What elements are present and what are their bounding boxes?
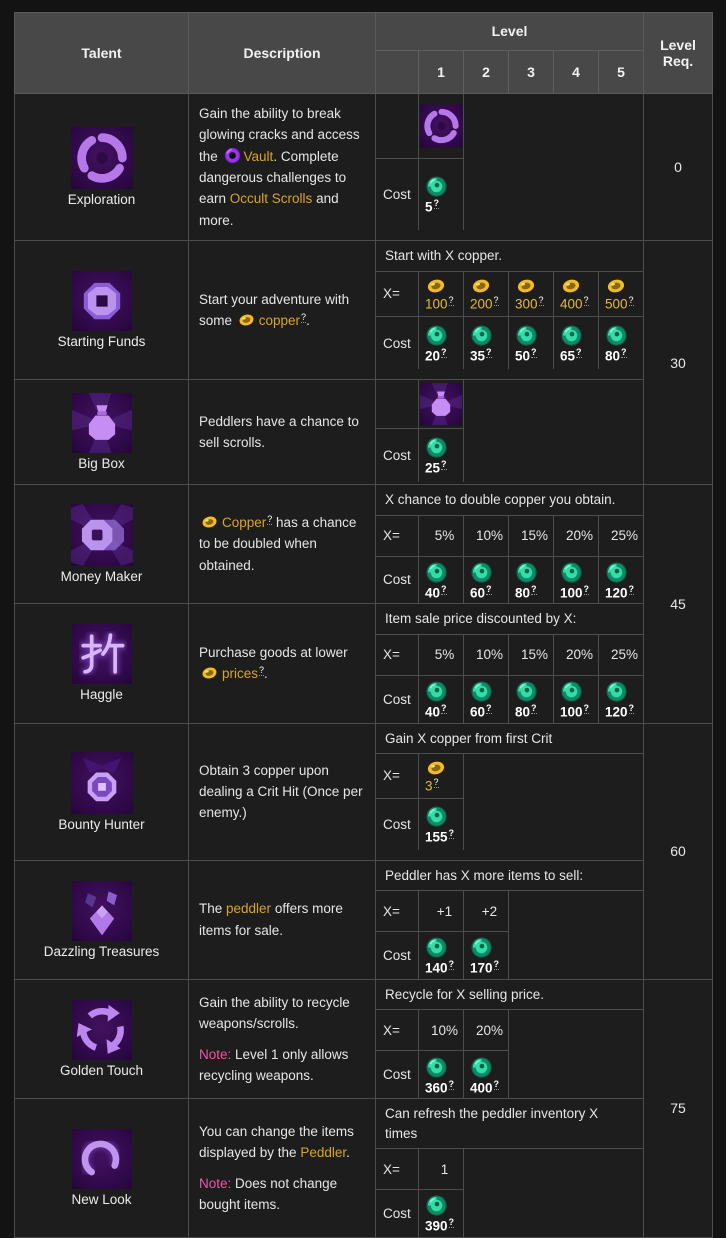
description-text: Peddlers have a chance to sell scrolls. [199,413,359,450]
occult-scroll-icon [605,324,628,347]
occult-scroll-icon [425,561,448,584]
x-value-cell: 1 [419,1149,464,1190]
description-text: Start your adventure with some copper?. [199,291,350,328]
note-label: Note: [199,1046,232,1062]
talent-description [189,723,376,860]
bounty-hunter-icon [71,752,133,814]
level-grid-cell [376,860,644,979]
cost-label: Cost [376,1051,419,1098]
x-label: X= [376,1010,419,1051]
talent-name: Bounty Hunter [58,816,145,832]
description-text: Gain the ability to break glowing cracks and access the Vault. Complete dangerous challenges to earn Occult Scrolls and more. [199,106,360,228]
talent-table [14,12,713,1238]
copper-coin-icon [560,277,582,295]
description-column-header: Description [189,13,376,94]
cost-cell: 80? [509,557,554,604]
blank-label-cell [376,94,419,159]
tooltip-marker[interactable]: ? [486,583,492,594]
copper-coin-icon [515,277,537,295]
copper-coin-icon [425,277,447,295]
level-req-column-header: Level Req. [644,13,713,94]
cost-cell: 400? [464,1051,509,1098]
occult-scroll-icon [515,324,538,347]
cost-cell: 80? [599,317,643,369]
table-row [15,1099,713,1238]
sub-header: Gain X copper from first Crit [376,724,643,755]
occult-scroll-icon [425,936,448,959]
talent-cell [15,604,189,723]
copper-coin-icon [425,759,447,777]
level-grid-cell [376,485,644,604]
tooltip-marker[interactable]: ? [493,1078,500,1089]
x-value-cell: 300? [509,272,554,318]
talent-name: Starting Funds [57,334,146,349]
table-row [15,94,713,241]
cost-cell: 50? [509,317,554,369]
occult-scroll-icon [470,680,493,703]
tooltip-marker[interactable]: ? [448,1078,455,1089]
talent-cell [15,723,189,860]
table-row [15,860,713,979]
table-row [15,723,713,860]
sub-header: X chance to double copper you obtain. [376,485,643,516]
empty-levels-area [509,891,643,979]
talent-cell [15,380,189,485]
description-text: Copper? has a chance to be doubled when obtained. [199,513,357,573]
cost-cell: 80? [509,676,554,723]
x-value-cell: 500? [599,272,643,318]
talent-column-header: Talent [15,13,189,94]
level-subheader-1: 1 [419,51,464,93]
occult-scroll-icon [425,324,448,347]
level-grid-cell [376,94,644,241]
copper-link[interactable]: Copper [222,515,267,531]
table-row [15,380,713,485]
exploration-icon [71,127,133,189]
tooltip-marker[interactable]: ? [531,346,537,357]
cost-cell: 140? [419,932,464,979]
level-header-label: Level [376,13,643,51]
occult-scroll-icon [560,324,583,347]
cost-cell: 35? [464,317,509,369]
cost-label: Cost [376,429,419,482]
level-req-value: 60 [644,723,713,979]
talent-name: Dazzling Treasures [43,943,160,959]
description-text: Gain the ability to recycle weapons/scrolls. [199,994,350,1032]
level-column-header [376,13,644,94]
cost-cell: 100? [554,676,599,723]
cost-cell: 40? [419,557,464,604]
talent-description [189,241,376,380]
cost-cell: 360? [419,1051,464,1098]
occult-scroll-icon [425,1056,448,1079]
cost-label: Cost [376,676,419,723]
talent-name: Haggle [80,687,123,703]
tooltip-marker[interactable]: ? [441,459,447,470]
tooltip-marker[interactable]: ? [259,664,265,675]
prices-link[interactable]: prices [222,666,259,682]
x-value-cell: +1 [419,891,464,932]
vault-icon [224,147,241,164]
occult-scroll-icon [560,680,583,703]
cost-cell: 120? [599,557,643,604]
empty-levels-area [464,1149,643,1237]
x-value-cell: 5% [419,635,464,676]
cost-label: Cost [376,159,419,230]
talent-description [189,1099,376,1238]
cost-cell: 100? [554,557,599,604]
level-subheader-3: 3 [509,51,554,93]
tooltip-marker[interactable]: ? [301,311,307,322]
talent-name: New Look [71,1192,132,1208]
level-grid-cell [376,604,644,723]
empty-levels-area [464,380,643,482]
tooltip-marker[interactable]: ? [583,295,589,306]
talent-cell [15,1099,189,1238]
level-1-icon-cell [419,94,464,159]
occult-scroll-icon [470,936,493,959]
cost-cell: 25? [419,429,464,482]
tooltip-marker[interactable]: ? [441,702,447,713]
blank-label-cell [376,380,419,429]
cost-label: Cost [376,799,419,850]
cost-label: Cost [376,1190,419,1237]
tooltip-marker[interactable]: ? [531,583,537,594]
description-text: You can change the items displayed by the Peddler. [199,1123,354,1161]
table-row [15,241,713,380]
talent-description [189,604,376,723]
copper-coin-icon [200,665,219,681]
cost-cell: 60? [464,676,509,723]
table-header-row [15,13,713,94]
x-value-cell: 20% [554,516,599,557]
cost-label: Cost [376,317,419,369]
level-req-value: 0 [644,94,713,241]
description-note: Note: Does not change bought items. [199,1175,338,1212]
note-label: Note: [199,1175,232,1191]
level-subheader-blank [376,51,419,93]
talent-cell [15,979,189,1098]
occult-scrolls-link[interactable]: Occult Scrolls [229,191,313,207]
x-value-cell: 20% [554,635,599,676]
talent-name: Big Box [78,456,125,471]
tooltip-marker[interactable]: ? [493,959,500,970]
occult-scroll-icon [425,805,448,828]
x-label: X= [376,1149,419,1190]
tooltip-marker[interactable]: ? [486,346,492,357]
tooltip-marker[interactable]: ? [493,295,499,306]
cost-cell: 20? [419,317,464,369]
description-note: Note: Level 1 only allows recycling weapons. [199,1046,349,1083]
tooltip-marker[interactable]: ? [433,777,439,788]
x-value-cell: 5% [419,516,464,557]
occult-scroll-icon [515,680,538,703]
cost-label: Cost [376,557,419,604]
x-value-cell: 10% [464,516,509,557]
big-box-mini-icon [420,383,462,425]
talent-description [189,94,376,241]
big-box-icon [72,393,132,453]
x-value-cell: 25% [599,516,643,557]
tooltip-marker[interactable]: ? [448,295,454,306]
talent-description [189,979,376,1098]
level-subheader-5: 5 [617,64,625,80]
tooltip-marker[interactable]: ? [448,1217,455,1228]
level-grid-cell [376,979,644,1098]
talent-name: Money Maker [60,569,143,585]
level-req-value: 30 [644,241,713,485]
cost-cell: 40? [419,676,464,723]
level-subheader-2: 2 [464,51,509,93]
cost-label: Cost [376,932,419,979]
empty-levels-area [464,94,643,230]
tooltip-marker[interactable]: ? [441,346,447,357]
tooltip-marker[interactable]: ? [621,346,627,357]
occult-scroll-icon [425,175,448,198]
cost-cell: 120? [599,676,643,723]
x-label: X= [376,516,419,557]
sub-header: Recycle for X selling price. [376,980,643,1011]
sub-header: Can refresh the peddler inventory X times [376,1099,643,1149]
talent-cell [15,241,189,380]
table-row [15,979,713,1098]
description-text: The peddler offers more items for sale. [199,901,343,938]
talent-cell [15,860,189,979]
x-value-cell: 15% [509,635,554,676]
level-grid-cell [376,723,644,860]
cost-cell: 60? [464,557,509,604]
exploration-mini-icon [420,103,463,149]
empty-levels-area [464,754,643,849]
peddler-link[interactable]: peddler [226,901,272,917]
golden-touch-icon [72,1000,132,1060]
description-text: Obtain 3 copper upon dealing a Crit Hit (Once per enemy.) [199,762,363,821]
x-label: X= [376,635,419,676]
starting-funds-icon [72,271,132,331]
empty-levels-area [509,1010,643,1098]
x-value-cell: 100? [419,272,464,318]
talent-name: Exploration [67,192,136,207]
copper-link[interactable]: copper [258,313,301,328]
tooltip-marker[interactable]: ? [583,583,590,594]
level-req-value: 45 [644,485,713,724]
cost-cell: 390? [419,1190,464,1237]
x-label: X= [376,272,419,318]
tooltip-marker[interactable]: ? [538,295,544,306]
new-look-icon [72,1129,132,1189]
talent-description [189,485,376,604]
talent-cell [15,485,189,604]
occult-scroll-icon [425,1194,448,1217]
occult-scroll-icon [470,561,493,584]
table-row [15,604,713,723]
level-grid-cell [376,1099,644,1238]
talent-cell [15,94,189,241]
x-value-cell: 20% [464,1010,509,1051]
sub-header: Peddler has X more items to sell: [376,861,643,892]
sub-header: Start with X copper. [376,241,643,272]
cost-cell: 155? [419,799,464,850]
x-value-cell: 400? [554,272,599,318]
copper-coin-icon [200,514,219,530]
level-1-icon-cell [419,380,464,429]
x-value-cell: 10% [464,635,509,676]
peddler-link[interactable]: Peddler [300,1145,347,1161]
talent-name: Golden Touch [59,1063,144,1079]
level-req-value: 75 [644,979,713,1237]
sub-header: Item sale price discounted by X: [376,604,643,635]
cost-cell: 170? [464,932,509,979]
tooltip-marker[interactable]: ? [433,198,440,209]
tooltip-marker[interactable]: ? [531,702,537,713]
occult-scroll-icon [605,561,628,584]
tooltip-marker[interactable]: ? [628,295,634,306]
level-grid-cell [376,380,644,485]
money-maker-icon [71,504,133,566]
occult-scroll-icon [470,1056,493,1079]
tooltip-marker[interactable]: ? [628,583,635,594]
vault-link[interactable]: Vault [243,148,274,164]
cost-cell: 65? [554,317,599,369]
occult-scroll-icon [470,324,493,347]
dazzling-treasures-icon [72,881,132,941]
level-subheader-row [376,51,643,93]
copper-coin-icon [470,277,492,295]
talent-description [189,380,376,485]
x-value-cell: 3? [419,754,464,799]
x-label: X= [376,891,419,932]
x-value-cell: 10% [419,1010,464,1051]
occult-scroll-icon [560,561,583,584]
haggle-icon [72,624,132,684]
occult-scroll-icon [425,436,448,459]
occult-scroll-icon [515,561,538,584]
table-row [15,485,713,604]
x-value-cell: 25% [599,635,643,676]
tooltip-marker[interactable]: ? [267,513,273,524]
level-grid-cell [376,241,644,380]
occult-scroll-icon [425,680,448,703]
x-value-cell: 15% [509,516,554,557]
x-value-cell: +2 [464,891,509,932]
cost-cell: 5? [419,159,464,230]
tooltip-marker[interactable]: ? [628,702,635,713]
tooltip-marker[interactable]: ? [576,346,582,357]
talent-description [189,860,376,979]
tooltip-marker[interactable]: ? [448,959,455,970]
tooltip-marker[interactable]: ? [583,702,590,713]
tooltip-marker[interactable]: ? [441,583,447,594]
occult-scroll-icon [605,680,628,703]
tooltip-marker[interactable]: ? [448,827,455,838]
x-label: X= [376,754,419,799]
level-subheader-4: 4 [554,51,599,93]
x-value-cell: 200? [464,272,509,318]
tooltip-marker[interactable]: ? [486,702,492,713]
copper-coin-icon [237,312,256,328]
copper-coin-icon [605,277,627,295]
description-text: Purchase goods at lower prices?. [199,645,348,682]
